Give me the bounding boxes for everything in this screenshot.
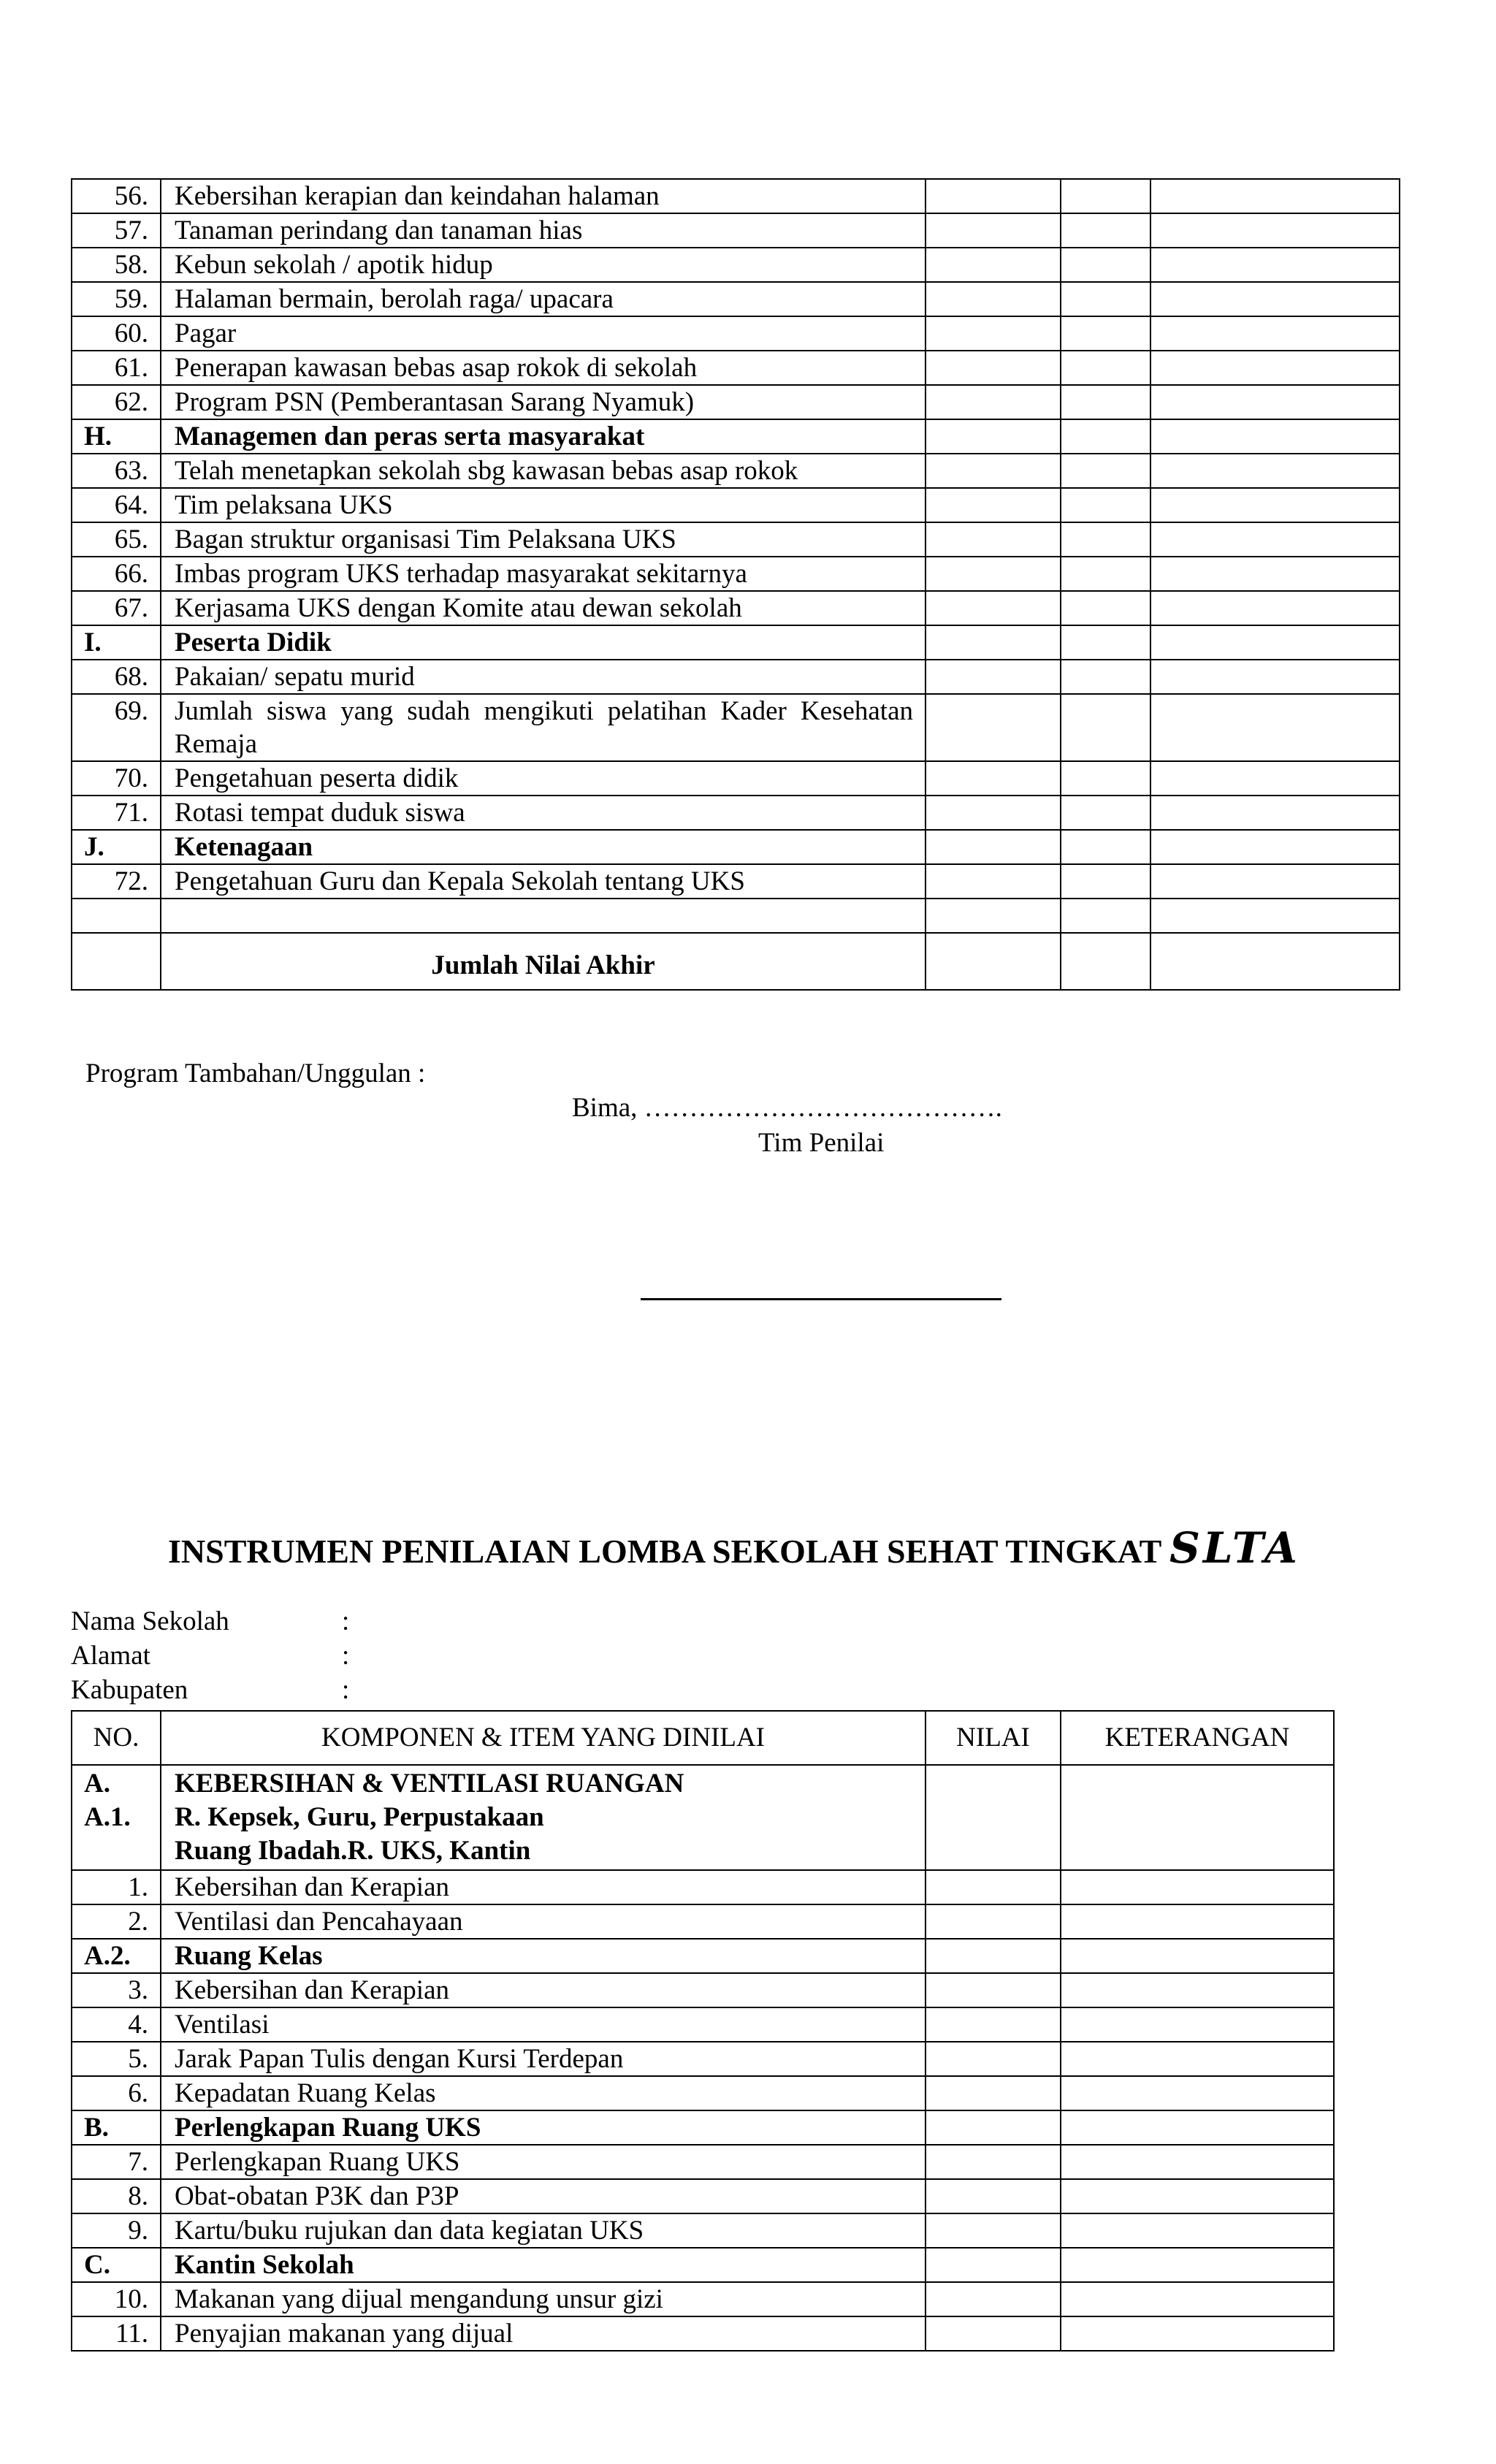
score-cell-2[interactable] bbox=[1061, 385, 1150, 419]
score-cell[interactable] bbox=[926, 248, 1061, 282]
row-number: B. bbox=[72, 2110, 161, 2145]
table-row bbox=[72, 2316, 1334, 2351]
note-cell[interactable] bbox=[1150, 488, 1400, 522]
score-cell[interactable] bbox=[926, 488, 1061, 522]
note-cell[interactable] bbox=[1150, 351, 1400, 385]
table-row bbox=[72, 1973, 1334, 2007]
note-cell[interactable] bbox=[1061, 2282, 1334, 2316]
note-cell[interactable] bbox=[1061, 2213, 1334, 2248]
table-row bbox=[72, 557, 1400, 591]
note-cell[interactable] bbox=[1150, 419, 1400, 454]
row-item: Kebersihan dan Kerapian bbox=[161, 1973, 926, 2007]
note-cell[interactable] bbox=[1150, 625, 1400, 660]
note-cell[interactable] bbox=[1150, 179, 1400, 213]
row-item: Kerjasama UKS dengan Komite atau dewan sekolah bbox=[161, 591, 926, 625]
row-item: Program PSN (Pemberantasan Sarang Nyamuk) bbox=[161, 385, 926, 419]
section-row bbox=[72, 625, 1400, 660]
score-cell-2[interactable] bbox=[1061, 351, 1150, 385]
row-item: Kepadatan Ruang Kelas bbox=[161, 2076, 926, 2110]
table-row bbox=[72, 2042, 1334, 2076]
row-number: H. bbox=[72, 419, 161, 454]
score-cell[interactable] bbox=[926, 1765, 1061, 1870]
signature-line bbox=[641, 1298, 1001, 1300]
note-cell[interactable] bbox=[1150, 899, 1400, 933]
score-cell-2[interactable] bbox=[1061, 830, 1150, 864]
section-no: A.1. bbox=[84, 1802, 131, 1832]
note-cell[interactable] bbox=[1150, 316, 1400, 351]
score-cell[interactable] bbox=[926, 2179, 1061, 2213]
note-cell[interactable] bbox=[1061, 1904, 1334, 1939]
row-number: 65. bbox=[72, 522, 161, 557]
row-number: 56. bbox=[72, 179, 161, 213]
table-row bbox=[72, 694, 1400, 761]
table-row bbox=[72, 179, 1400, 213]
note-cell[interactable] bbox=[1150, 522, 1400, 557]
row-item: Ventilasi bbox=[161, 2007, 926, 2042]
place-date: Bima, …………………………………. bbox=[572, 1093, 1002, 1123]
row-number: 67. bbox=[72, 591, 161, 625]
table-row bbox=[72, 660, 1400, 694]
note-cell[interactable] bbox=[1150, 694, 1400, 761]
score-cell-2[interactable] bbox=[1061, 660, 1150, 694]
note-cell[interactable] bbox=[1150, 282, 1400, 316]
table-row bbox=[72, 1904, 1334, 1939]
note-cell[interactable] bbox=[1061, 1765, 1334, 1870]
instrument-title bbox=[168, 1523, 1300, 1573]
score-cell[interactable] bbox=[926, 899, 1061, 933]
row-item: Bagan struktur organisasi Tim Pelaksana UKS bbox=[161, 522, 926, 557]
table-row bbox=[72, 385, 1400, 419]
table-row bbox=[72, 351, 1400, 385]
row-item: Perlengkapan Ruang UKS bbox=[161, 2145, 926, 2179]
title-text: INSTRUMEN PENILAIAN LOMBA SEKOLAH SEHAT TINGKAT bbox=[168, 1533, 1161, 1570]
row-item: Penyajian makanan yang dijual bbox=[161, 2316, 926, 2351]
score-cell-2[interactable] bbox=[1061, 796, 1150, 830]
row-number: 69. bbox=[72, 694, 161, 761]
row-item: Tanaman perindang dan tanaman hias bbox=[161, 213, 926, 248]
row-number: 9. bbox=[72, 2213, 161, 2248]
note-cell[interactable] bbox=[1061, 2042, 1334, 2076]
note-cell[interactable] bbox=[1150, 761, 1400, 796]
section-row bbox=[72, 419, 1400, 454]
table-row bbox=[72, 864, 1400, 899]
table-row bbox=[72, 2179, 1334, 2213]
score-cell[interactable] bbox=[926, 2248, 1061, 2282]
note-cell[interactable] bbox=[1061, 2248, 1334, 2282]
score-cell-2[interactable] bbox=[1061, 488, 1150, 522]
score-cell[interactable] bbox=[926, 2316, 1061, 2351]
row-number: 70. bbox=[72, 761, 161, 796]
row-item: Perlengkapan Ruang UKS bbox=[161, 2110, 926, 2145]
note-cell[interactable] bbox=[1061, 1870, 1334, 1904]
row-item: Ruang Kelas bbox=[161, 1939, 926, 1973]
address-label: Alamat bbox=[71, 1641, 150, 1671]
note-cell[interactable] bbox=[1150, 660, 1400, 694]
school-name-colon: : bbox=[342, 1606, 350, 1636]
total-label: Jumlah Nilai Akhir bbox=[161, 933, 926, 990]
section-no: A. bbox=[84, 1769, 110, 1799]
row-item: Obat-obatan P3K dan P3P bbox=[161, 2179, 926, 2213]
score-cell[interactable] bbox=[926, 419, 1061, 454]
row-number: 7. bbox=[72, 2145, 161, 2179]
score-cell[interactable] bbox=[926, 557, 1061, 591]
program-label: Program Tambahan/Unggulan : bbox=[85, 1059, 426, 1088]
row-item: Halaman bermain, berolah raga/ upacara bbox=[161, 282, 926, 316]
row-item bbox=[161, 899, 926, 933]
score-cell[interactable] bbox=[926, 2145, 1061, 2179]
score-cell[interactable] bbox=[926, 660, 1061, 694]
table-row bbox=[72, 316, 1400, 351]
row-number: 58. bbox=[72, 248, 161, 282]
table-row bbox=[72, 213, 1400, 248]
note-cell[interactable] bbox=[1061, 2316, 1334, 2351]
row-item: Kantin Sekolah bbox=[161, 2248, 926, 2282]
score-cell[interactable] bbox=[926, 316, 1061, 351]
row-item: Imbas program UKS terhadap masyarakat sekitarnya bbox=[161, 557, 926, 591]
row-item: Kebun sekolah / apotik hidup bbox=[161, 248, 926, 282]
section-title: Ruang Ibadah.R. UKS, Kantin bbox=[175, 1836, 531, 1866]
row-item: Tim pelaksana UKS bbox=[161, 488, 926, 522]
row-number: 4. bbox=[72, 2007, 161, 2042]
row-item: Kebersihan dan Kerapian bbox=[161, 1870, 926, 1904]
row-number: 68. bbox=[72, 660, 161, 694]
score-cell-2[interactable] bbox=[1061, 864, 1150, 899]
table-row bbox=[72, 2213, 1334, 2248]
table-row bbox=[72, 761, 1400, 796]
score-cell[interactable] bbox=[926, 864, 1061, 899]
row-number: 1. bbox=[72, 1870, 161, 1904]
header-no: NO. bbox=[72, 1711, 161, 1765]
note-cell[interactable] bbox=[1061, 2110, 1334, 2145]
note-cell[interactable] bbox=[1150, 213, 1400, 248]
score-cell[interactable] bbox=[926, 385, 1061, 419]
table-row bbox=[72, 2282, 1334, 2316]
note-cell[interactable] bbox=[1150, 248, 1400, 282]
team-label: Tim Penilai bbox=[758, 1128, 885, 1158]
table-row bbox=[72, 248, 1400, 282]
row-item: Telah menetapkan sekolah sbg kawasan bebas asap rokok bbox=[161, 454, 926, 488]
score-cell-2[interactable] bbox=[1061, 316, 1150, 351]
row-number: 5. bbox=[72, 2042, 161, 2076]
row-item: Rotasi tempat duduk siswa bbox=[161, 796, 926, 830]
score-cell[interactable] bbox=[926, 625, 1061, 660]
score-cell[interactable] bbox=[926, 591, 1061, 625]
header-item: KOMPONEN & ITEM YANG DINILAI bbox=[161, 1711, 926, 1765]
row-number: 59. bbox=[72, 282, 161, 316]
total-score-cell[interactable] bbox=[926, 933, 1061, 990]
score-cell-2[interactable] bbox=[1061, 591, 1150, 625]
score-cell-2[interactable] bbox=[1061, 625, 1150, 660]
row-number: 72. bbox=[72, 864, 161, 899]
district-colon: : bbox=[342, 1675, 350, 1705]
school-name-label: Nama Sekolah bbox=[71, 1606, 229, 1636]
score-cell[interactable] bbox=[926, 454, 1061, 488]
section-title: R. Kepsek, Guru, Perpustakaan bbox=[175, 1802, 544, 1832]
score-cell[interactable] bbox=[926, 830, 1061, 864]
score-cell[interactable] bbox=[926, 2007, 1061, 2042]
note-cell[interactable] bbox=[1061, 1939, 1334, 1973]
row-number: 57. bbox=[72, 213, 161, 248]
header-note: KETERANGAN bbox=[1061, 1711, 1334, 1765]
score-cell[interactable] bbox=[926, 1870, 1061, 1904]
section-row bbox=[72, 2110, 1334, 2145]
row-item: Managemen dan peras serta masyarakat bbox=[161, 419, 926, 454]
row-item: Pengetahuan peserta didik bbox=[161, 761, 926, 796]
table-row bbox=[72, 282, 1400, 316]
total-note-cell[interactable] bbox=[1150, 933, 1400, 990]
score-cell[interactable] bbox=[926, 1939, 1061, 1973]
score-cell[interactable] bbox=[926, 796, 1061, 830]
row-item: Pakaian/ sepatu murid bbox=[161, 660, 926, 694]
section-row bbox=[72, 2248, 1334, 2282]
section-title-cell bbox=[161, 1765, 926, 1870]
row-number: C. bbox=[72, 2248, 161, 2282]
score-cell[interactable] bbox=[926, 1973, 1061, 2007]
title-level: SLTA bbox=[1169, 1523, 1300, 1573]
row-number: 64. bbox=[72, 488, 161, 522]
row-item: Ketenagaan bbox=[161, 830, 926, 864]
score-cell-2[interactable] bbox=[1061, 179, 1150, 213]
score-cell[interactable] bbox=[926, 213, 1061, 248]
row-number: 11. bbox=[72, 2316, 161, 2351]
row-number: 3. bbox=[72, 1973, 161, 2007]
score-cell[interactable] bbox=[926, 179, 1061, 213]
row-number bbox=[72, 899, 161, 933]
score-cell[interactable] bbox=[926, 2282, 1061, 2316]
table-row bbox=[72, 2145, 1334, 2179]
score-cell-2[interactable] bbox=[1061, 213, 1150, 248]
row-number: 61. bbox=[72, 351, 161, 385]
row-item: Ventilasi dan Pencahayaan bbox=[161, 1904, 926, 1939]
score-cell[interactable] bbox=[926, 761, 1061, 796]
table-row bbox=[72, 2007, 1334, 2042]
score-cell[interactable] bbox=[926, 2213, 1061, 2248]
note-cell[interactable] bbox=[1150, 557, 1400, 591]
row-item: Jarak Papan Tulis dengan Kursi Terdepan bbox=[161, 2042, 926, 2076]
total-no-cell bbox=[72, 933, 161, 990]
score-cell-2[interactable] bbox=[1061, 454, 1150, 488]
table-row bbox=[72, 2076, 1334, 2110]
section-row-a bbox=[72, 1765, 1334, 1870]
score-cell-2[interactable] bbox=[1061, 419, 1150, 454]
row-number: 2. bbox=[72, 1904, 161, 1939]
row-number: 71. bbox=[72, 796, 161, 830]
address-colon: : bbox=[342, 1641, 350, 1671]
row-number: 66. bbox=[72, 557, 161, 591]
row-item: Kartu/buku rujukan dan data kegiatan UKS bbox=[161, 2213, 926, 2248]
score-cell[interactable] bbox=[926, 351, 1061, 385]
score-cell-2[interactable] bbox=[1061, 557, 1150, 591]
note-cell[interactable] bbox=[1061, 1973, 1334, 2007]
row-number: A.2. bbox=[72, 1939, 161, 1973]
row-number: 62. bbox=[72, 385, 161, 419]
table-row bbox=[72, 1870, 1334, 1904]
table-header-row bbox=[72, 1711, 1334, 1765]
score-cell[interactable] bbox=[926, 1904, 1061, 1939]
table-row bbox=[72, 796, 1400, 830]
score-cell[interactable] bbox=[926, 694, 1061, 761]
score-cell[interactable] bbox=[926, 2076, 1061, 2110]
note-cell[interactable] bbox=[1150, 454, 1400, 488]
row-item: Penerapan kawasan bebas asap rokok di sekolah bbox=[161, 351, 926, 385]
row-item: Kebersihan kerapian dan keindahan halaman bbox=[161, 179, 926, 213]
district-label: Kabupaten bbox=[71, 1675, 188, 1705]
total-score-cell-2[interactable] bbox=[1061, 933, 1150, 990]
score-cell-2[interactable] bbox=[1061, 522, 1150, 557]
score-cell-2[interactable] bbox=[1061, 899, 1150, 933]
score-cell[interactable] bbox=[926, 282, 1061, 316]
note-cell[interactable] bbox=[1150, 591, 1400, 625]
row-item: Pagar bbox=[161, 316, 926, 351]
section-row bbox=[72, 830, 1400, 864]
score-cell[interactable] bbox=[926, 522, 1061, 557]
table-row bbox=[72, 454, 1400, 488]
note-cell[interactable] bbox=[1150, 864, 1400, 899]
table-row bbox=[72, 591, 1400, 625]
row-number: 10. bbox=[72, 2282, 161, 2316]
note-cell[interactable] bbox=[1150, 830, 1400, 864]
score-cell-2[interactable] bbox=[1061, 761, 1150, 796]
score-cell-2[interactable] bbox=[1061, 694, 1150, 761]
row-number: 8. bbox=[72, 2179, 161, 2213]
note-cell[interactable] bbox=[1061, 2007, 1334, 2042]
score-cell-2[interactable] bbox=[1061, 248, 1150, 282]
assessment-table-continued bbox=[71, 178, 1400, 991]
note-cell[interactable] bbox=[1150, 385, 1400, 419]
note-cell[interactable] bbox=[1061, 2179, 1334, 2213]
section-title: KEBERSIHAN & VENTILASI RUANGAN bbox=[175, 1769, 684, 1799]
row-item: Jumlah siswa yang sudah mengikuti pelatihan Kader Kesehatan Remaja bbox=[161, 694, 926, 761]
header-score: NILAI bbox=[926, 1711, 1061, 1765]
note-cell[interactable] bbox=[1061, 2076, 1334, 2110]
row-number: J. bbox=[72, 830, 161, 864]
row-number: 63. bbox=[72, 454, 161, 488]
score-cell-2[interactable] bbox=[1061, 282, 1150, 316]
section-no-cell bbox=[72, 1765, 161, 1870]
assessment-table bbox=[71, 1710, 1335, 2352]
section-row bbox=[72, 1939, 1334, 1973]
score-cell[interactable] bbox=[926, 2042, 1061, 2076]
row-item: Peserta Didik bbox=[161, 625, 926, 660]
row-number: 60. bbox=[72, 316, 161, 351]
row-number: I. bbox=[72, 625, 161, 660]
row-item: Pengetahuan Guru dan Kepala Sekolah tentang UKS bbox=[161, 864, 926, 899]
note-cell[interactable] bbox=[1150, 796, 1400, 830]
note-cell[interactable] bbox=[1061, 2145, 1334, 2179]
table-row bbox=[72, 522, 1400, 557]
score-cell[interactable] bbox=[926, 2110, 1061, 2145]
row-item: Makanan yang dijual mengandung unsur gizi bbox=[161, 2282, 926, 2316]
table-row bbox=[72, 488, 1400, 522]
table-row bbox=[72, 899, 1400, 933]
total-row bbox=[72, 933, 1400, 990]
row-number: 6. bbox=[72, 2076, 161, 2110]
